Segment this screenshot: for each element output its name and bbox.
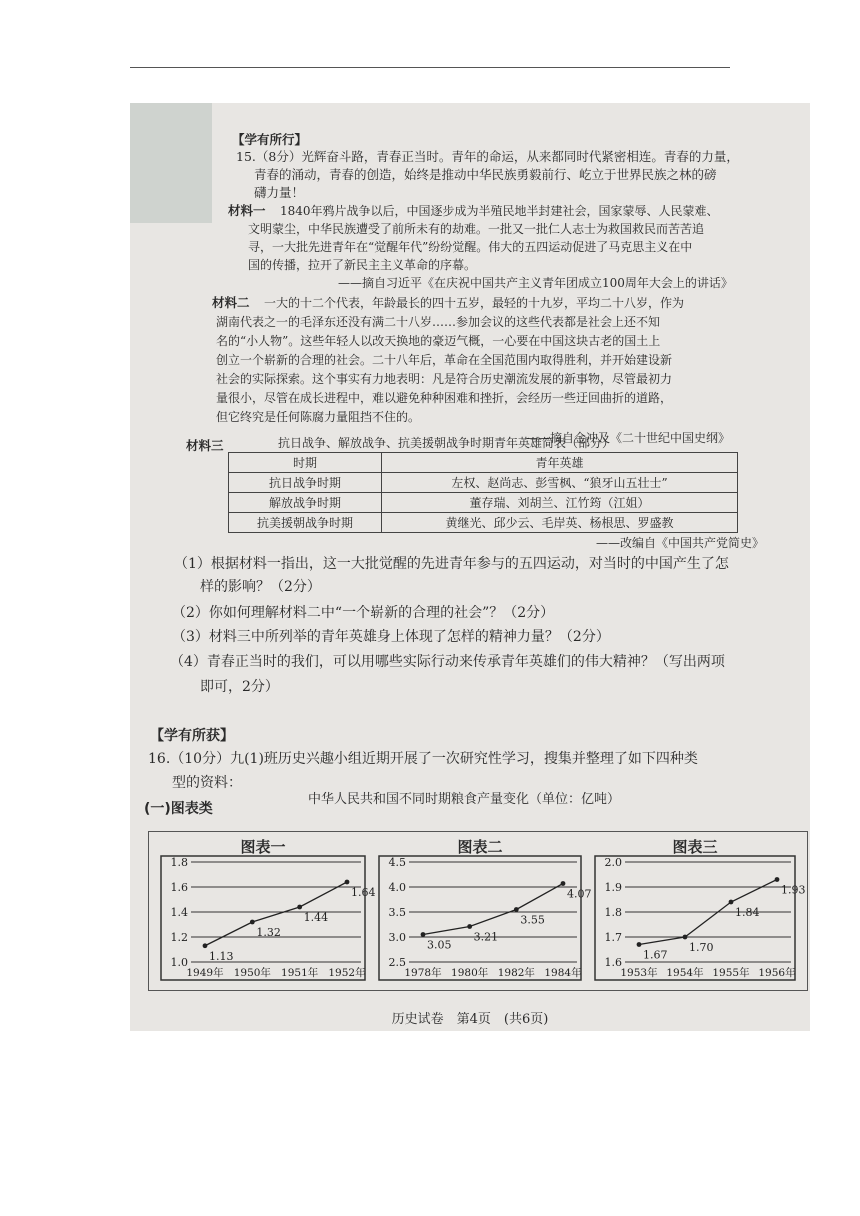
table-header-cell: 青年英雄 [382, 453, 738, 473]
chart-panel-1 [157, 832, 376, 990]
x-tick-label: 1984年 [544, 967, 582, 979]
data-point [561, 881, 566, 886]
chart-frame [379, 856, 581, 980]
y-tick-label: 1.6 [170, 881, 188, 894]
page-footer: 历史试卷 第4页 (共6页) [391, 1012, 549, 1027]
data-point [729, 900, 734, 905]
table-cell-heroes: 黄继光、邱少云、毛岸英、杨根思、罗盛教 [382, 513, 738, 533]
material1-label: 材料一 [228, 203, 266, 218]
q16-stem-line1: 16.（10分）九(1)班历史兴趣小组近期开展了一次研究性学习，搜集并整理了如下四种类 [148, 751, 698, 767]
photo-shadow [130, 103, 212, 223]
question-1-line1: （1）根据材料一指出，这一大批觉醒的先进青年参与的五四运动，对当时的中国产生了怎 [174, 556, 729, 572]
y-tick-label: 1.8 [170, 856, 188, 869]
header-rule [130, 67, 730, 68]
question-4-line1: （4）青春正当时的我们，可以用哪些实际行动来传承青年英雄们的伟大精神？（写出两项 [170, 654, 725, 670]
material1-source: ——摘自习近平《在庆祝中国共产主义青年团成立100周年大会上的讲话》 [338, 276, 733, 290]
table-cell-period: 抗日战争时期 [229, 473, 382, 493]
y-tick-label: 2.5 [388, 956, 406, 969]
data-label: 1.84 [735, 906, 760, 919]
table-cell-period: 解放战争时期 [229, 493, 382, 513]
table-header-cell: 时期 [229, 453, 382, 473]
x-tick-label: 1952年 [328, 967, 366, 979]
material3-table [228, 452, 738, 533]
x-tick-label: 1950年 [233, 967, 271, 979]
material1-line4: 国的传播，拉开了新民主主义革命的序幕。 [248, 258, 477, 272]
line-chart-2 [375, 854, 592, 984]
x-tick-label: 1955年 [712, 967, 750, 979]
data-point [775, 877, 780, 882]
material2-source: ——摘自金冲及《二十世纪中国史纲》 [526, 431, 731, 445]
y-tick-label: 4.0 [388, 881, 406, 894]
y-tick-label: 1.7 [604, 931, 622, 944]
x-tick-label: 1956年 [758, 967, 796, 979]
chart-panel-3 [591, 832, 806, 990]
data-label: 1.93 [781, 883, 806, 897]
y-tick-label: 1.9 [604, 881, 622, 894]
data-point [421, 932, 426, 937]
data-point [514, 907, 519, 912]
question-1-line2: 样的影响？（2分） [200, 579, 321, 595]
y-tick-label: 3.5 [388, 906, 406, 919]
y-tick-label: 4.5 [388, 856, 406, 869]
y-tick-label: 2.0 [604, 856, 622, 869]
y-tick-label: 1.4 [170, 906, 188, 919]
data-label: 3.05 [427, 938, 452, 952]
data-point [203, 943, 208, 948]
q15-stem-line3: 礴力量！ [254, 185, 305, 200]
table-row [229, 473, 738, 493]
chart-panel-2 [375, 832, 592, 990]
chart-frame [595, 856, 795, 980]
table-row [229, 513, 738, 533]
data-label: 1.64 [351, 886, 376, 899]
x-tick-label: 1949年 [186, 967, 224, 979]
data-point [345, 880, 350, 885]
material2-line6: 量很小，尽管在成长进程中，难以避免种种困难和挫折，会经历一些迂回曲折的道路， [216, 391, 673, 405]
section-heading-xueyousuohuo: 【学有所获】 [150, 728, 234, 744]
chart-caption: 中华人民共和国不同时期粮食产量变化（单位：亿吨） [308, 792, 621, 807]
table-cell-heroes: 董存瑞、刘胡兰、江竹筠（江姐） [382, 493, 738, 513]
table-cell-heroes: 左权、赵尚志、彭雪枫、“狼牙山五壮士” [382, 473, 738, 493]
table-header-row [229, 453, 738, 473]
material1-line2: 文明蒙尘，中华民族遭受了前所未有的劫难。一批又一批仁人志士为救国救民而苦苦追 [248, 222, 705, 236]
material3-caption: 抗日战争、解放战争、抗美援朝战争时期青年英雄简表（部分） [278, 436, 615, 450]
material3-source: ——改编自《中国共产党简史》 [596, 536, 765, 550]
material2-line5: 社会的实际探索。这个事实有力地表明：凡是符合历史潮流发展的新事物，尽管最初力 [216, 372, 673, 386]
chart-title: 图表二 [457, 838, 503, 856]
line-chart-3 [591, 854, 806, 984]
x-tick-label: 1982年 [497, 967, 535, 979]
material3-label: 材料三 [186, 438, 224, 453]
data-label: 1.13 [209, 949, 234, 963]
question-4-line2: 即可，2分） [200, 679, 279, 695]
y-tick-label: 3.0 [388, 931, 406, 944]
material2-label: 材料二 [212, 295, 250, 310]
data-label: 1.70 [689, 941, 714, 954]
series-line [423, 884, 563, 935]
question-2: （2）你如何理解材料二中“一个崭新的合理的社会”？（2分） [172, 605, 555, 621]
material2-line3: 名的“小人物”。这些年轻人以改天换地的豪迈气概，一心要在中国这块古老的国土上 [216, 334, 661, 348]
x-tick-label: 1980年 [451, 967, 489, 979]
chart-title: 图表三 [672, 838, 718, 856]
data-point [297, 905, 302, 910]
data-label: 1.44 [303, 911, 329, 924]
x-tick-label: 1951年 [281, 967, 319, 979]
charts-panel [148, 831, 808, 991]
data-label: 4.07 [567, 887, 592, 901]
y-tick-label: 1.8 [604, 906, 622, 919]
data-point [683, 935, 688, 940]
question-3: （3）材料三中所列举的青年英雄身上体现了怎样的精神力量？（2分） [172, 629, 610, 645]
section-heading-xueyousuoxing: 【学有所行】 [232, 132, 308, 147]
material2-line7: 但它终究是任何陈腐力量阻挡不住的。 [216, 410, 421, 424]
material1-line1: 1840年鸦片战争以后，中国逐步成为半殖民地半封建社会，国家蒙辱、人民蒙难、 [280, 204, 719, 218]
category-label: (一)图表类 [144, 801, 213, 817]
x-tick-label: 1978年 [404, 967, 442, 979]
exam-page-photo [130, 103, 810, 1031]
data-label: 1.32 [256, 926, 281, 939]
table-row [229, 493, 738, 513]
q15-stem-line2: 青春的涌动，青春的创造，始终是推动中华民族勇毅前行、屹立于世界民族之林的磅 [254, 167, 717, 182]
material2-line1: 一大的十二个代表，年龄最长的四十五岁，最轻的十九岁，平均二十八岁，作为 [264, 296, 685, 310]
data-point [467, 924, 472, 929]
y-tick-label: 1.6 [604, 956, 622, 969]
data-point [637, 942, 642, 947]
chart-title: 图表一 [240, 838, 286, 856]
material2-line4: 创立一个崭新的合理的社会。二十八年后，革命在全国范围内取得胜利，并开始建设新 [216, 353, 673, 367]
data-label: 1.67 [643, 948, 668, 962]
y-tick-label: 1.0 [170, 956, 188, 969]
data-point [250, 920, 255, 925]
x-tick-label: 1953年 [620, 967, 658, 979]
q15-stem-line1: 15.（8分）光辉奋斗路，青春正当时。青年的命运，从来都同时代紧密相连。青春的力量， [236, 149, 739, 164]
data-label: 3.21 [473, 930, 499, 944]
table-cell-period: 抗美援朝战争时期 [229, 513, 382, 533]
material2-line2: 湖南代表之一的毛泽东还没有满二十八岁……参加会议的这些代表都是社会上还不知 [216, 315, 661, 329]
data-label: 3.55 [520, 913, 545, 927]
y-tick-label: 1.2 [170, 931, 188, 944]
line-chart-1 [157, 854, 376, 984]
x-tick-label: 1954年 [666, 967, 704, 979]
material1-line3: 寻，一大批先进青年在“觉醒年代”纷纷觉醒。伟大的五四运动促进了马克思主义在中 [248, 240, 693, 254]
q16-stem-line2: 型的资料： [172, 775, 242, 791]
